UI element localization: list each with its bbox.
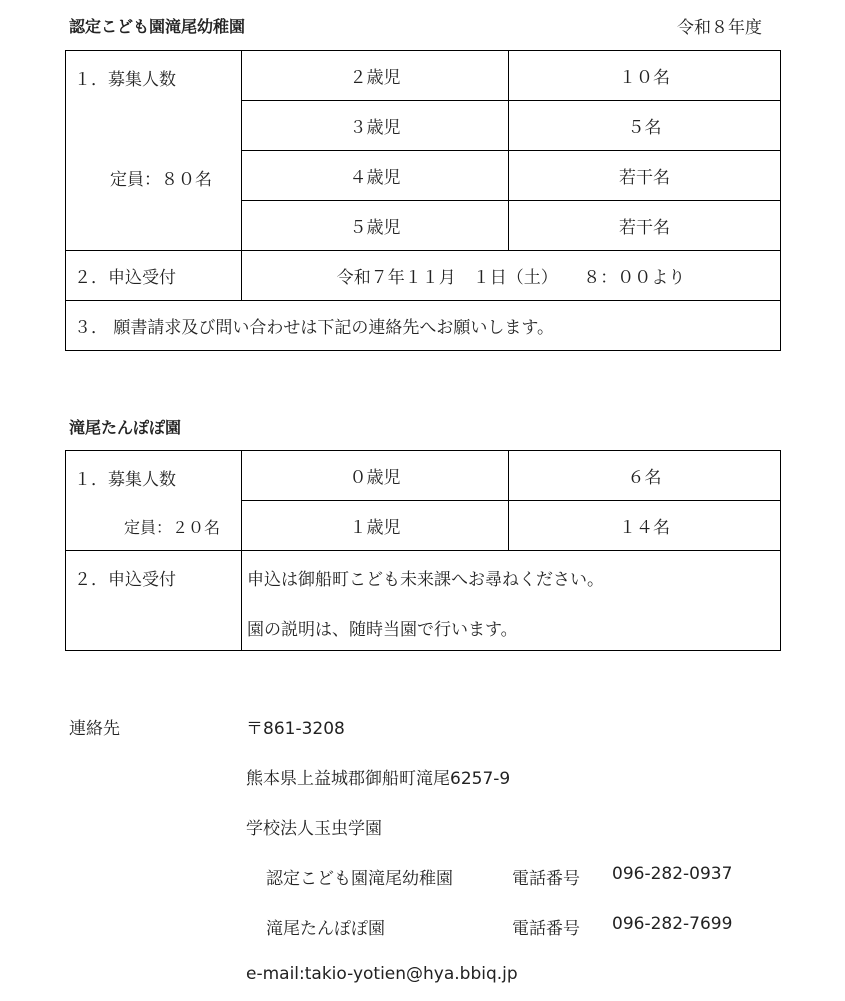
age-cell: １歳児 (242, 501, 509, 551)
recruit-count-label: １．募集人数 (74, 70, 176, 90)
capacity-label: 定員：２０名 (124, 518, 221, 537)
email-address[interactable]: e-mail:takio-yotien@hya.bbiq.jp (246, 964, 518, 984)
table-row (66, 301, 781, 351)
count-cell: 若干名 (509, 201, 781, 251)
age-cell: ０歳児 (242, 451, 509, 501)
reception-line: 園の説明は、随時当園で行います。 (247, 620, 518, 640)
count-cell: １４名 (509, 501, 781, 551)
phone-number: 096-282-7699 (612, 914, 733, 934)
age-cell: ４歳児 (242, 151, 509, 201)
table-row (66, 251, 781, 301)
contact-entry-name: 滝尾たんぽぽ園 (266, 919, 385, 939)
address: 熊本県上益城郡御船町滝尾6257-9 (246, 769, 511, 789)
postal-code: 〒861-3208 (246, 719, 345, 739)
phone-label: 電話番号 (512, 919, 580, 939)
count-cell: ５名 (509, 101, 781, 151)
nursery-table (65, 450, 781, 651)
fiscal-year: 令和８年度 (677, 18, 762, 38)
age-cell: ５歳児 (242, 201, 509, 251)
recruit-count-cell (66, 451, 242, 551)
contact-label: 連絡先 (69, 719, 120, 739)
table-row (66, 551, 781, 651)
kindergarten-table (65, 50, 781, 351)
phone-number: 096-282-0937 (612, 864, 733, 884)
phone-label: 電話番号 (512, 869, 580, 889)
count-cell: １０名 (509, 51, 781, 101)
contact-entry-name: 認定こども園滝尾幼稚園 (266, 869, 453, 889)
capacity-label: 定員：８０名 (110, 170, 212, 190)
reception-date: 令和７年１１月 １日（土） ８：００より (242, 251, 781, 301)
age-cell: ２歳児 (242, 51, 509, 101)
reception-label: ２．申込受付 (66, 251, 242, 301)
inquiry-note: ３． 願書請求及び問い合わせは下記の連絡先へお願いします。 (66, 301, 781, 351)
recruit-count-label: １．募集人数 (74, 470, 176, 490)
reception-label: ２．申込受付 (74, 570, 176, 590)
count-cell: 若干名 (509, 151, 781, 201)
corporation-name: 学校法人玉虫学園 (246, 819, 382, 839)
table-row (66, 451, 781, 501)
table-row (66, 51, 781, 101)
nursery-title: 滝尾たんぽぽ園 (69, 418, 182, 437)
reception-detail-cell (242, 551, 781, 651)
reception-line: 申込は御船町こども未来課へお尋ねください。 (247, 570, 604, 590)
reception-cell (66, 551, 242, 651)
age-cell: ３歳児 (242, 101, 509, 151)
count-cell: ６名 (509, 451, 781, 501)
kindergarten-title: 認定こども園滝尾幼稚園 (69, 17, 246, 36)
recruit-count-cell (66, 51, 242, 251)
